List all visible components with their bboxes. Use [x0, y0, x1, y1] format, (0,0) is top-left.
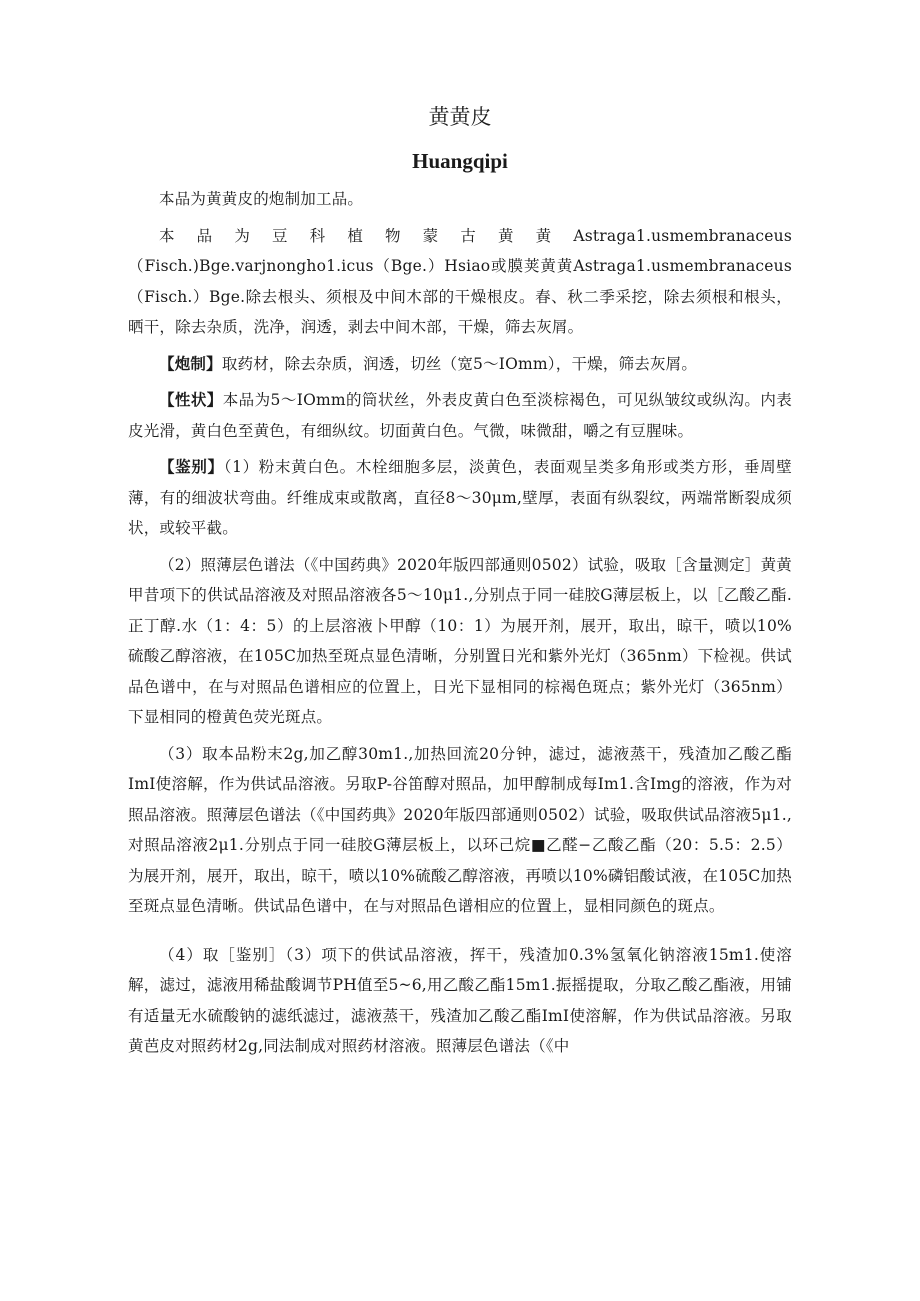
identification-paragraph-4: （4）取［鉴别］（3）项下的供试品溶液，挥干，残渣加0.3%氢氧化钠溶液15m1.使溶解，滤过，滤液用稀盐酸调节PH值至5~6,用乙酸乙酯15m1.振摇提取，分取乙酸乙酯液，用铺有适量无水硫酸钠的滤纸滤过，滤液蒸干，残渣加乙酸乙酯ImI使溶解，作为供试品溶液。另取黄芭皮对照药材2g,同法制成对照药材溶液。照薄层色谱法（《中 [128, 945, 792, 1055]
intro-paragraph: 本品为黄黄皮的炮制加工品。 [159, 190, 364, 208]
character-label: 【性状】 [159, 390, 223, 409]
processing-text: 取药材，除去杂质，润透，切丝（宽5～IOmm），干燥，筛去灰屑。 [221, 354, 698, 373]
source-paragraph: 本品为豆科植物蒙古黄黄Astraga1.usmembranaceus（Fisch.)Bge.varjnongho1.icus（Bge.）Hsiao或膜荚黄黄Astraga1.usmembranaceus（Fisch.）Bge.除去根头、须根及中间木部的干燥根皮。春、秋二季采挖，除去须根和根头，晒干，除去杂质，洗净，润透，剥去中间木部，干燥，筛去灰屑。 [128, 226, 792, 336]
page-subtitle-pinyin: Huangqipi [412, 149, 508, 173]
identification-paragraph-2: （2）照薄层色谱法（《中国药典》2020年版四部通则0502）试验，吸取［含量测定］黄黄甲昔项下的供试品溶液及对照品溶液各5～10μ1.,分别点于同一硅胶G薄层板上，以［乙酸乙酯.正丁醇.水（1：4：5）的上层溶液卜甲醇（10：1）为展开剂，展开，取出，晾干，喷以10%硫酸乙醇溶液，在105C加热至斑点显色清晰，分别置日光和紫外光灯（365nm）下检视。供试品色谱中，在与对照品色谱相应的位置上，日光下显相同的棕褐色斑点；紫外光灯（365nm）下显相同的橙黄色荧光斑点。 [128, 555, 792, 726]
page-title: 黄黄皮 [428, 105, 492, 129]
character-text: 本品为5～IOmm的筒状丝，外表皮黄白色至淡棕褐色，可见纵皱纹或纵沟。内表皮光滑，黄白色至黄色，有细纵纹。切面黄白色。气微，味微甜，嚼之有豆腥味。 [128, 391, 792, 440]
identification-paragraph-1 [128, 452, 792, 544]
identification-item-1: （1）粉末黄白色。木栓细胞多层，淡黄色，表面观呈类多角形或类方形，垂周壁薄，有的细波状弯曲。纤维成束或散离，直径8～30μm,壁厚，表面有纵裂纹，两端常断裂成须状，或较平截。 [128, 458, 792, 537]
processing-label: 【炮制】 [159, 353, 222, 373]
identification-paragraph-3: （3）取本品粉末2g,加乙醇30m1.,加热回流20分钟，滤过，滤液蒸干，残渣加乙酸乙酯ImI使溶解，作为供试品溶液。另取P-谷笛醇对照品，加甲醇制成每Im1.含Img的溶液，作为对照品溶液。照薄层色谱法（《中国药典》2020年版四部通则0502）试验，吸取供试品溶液5μ1.,对照品溶液2μ1.分别点于同一硅胶G薄层板上，以环己烷■乙醛−乙酸乙酯（20：5.5：2.5）为展开剂，展开，取出，晾干，喷以10%硫酸乙醇溶液，再喷以10%磷铝酸试液，在105C加热至斑点显色清晰。供试品色谱中，在与对照品色谱相应的位置上，显相同颜色的斑点。 [128, 744, 792, 915]
identification-label: 【鉴别】 [159, 457, 224, 476]
processing-paragraph [128, 349, 792, 380]
character-paragraph [128, 385, 792, 446]
